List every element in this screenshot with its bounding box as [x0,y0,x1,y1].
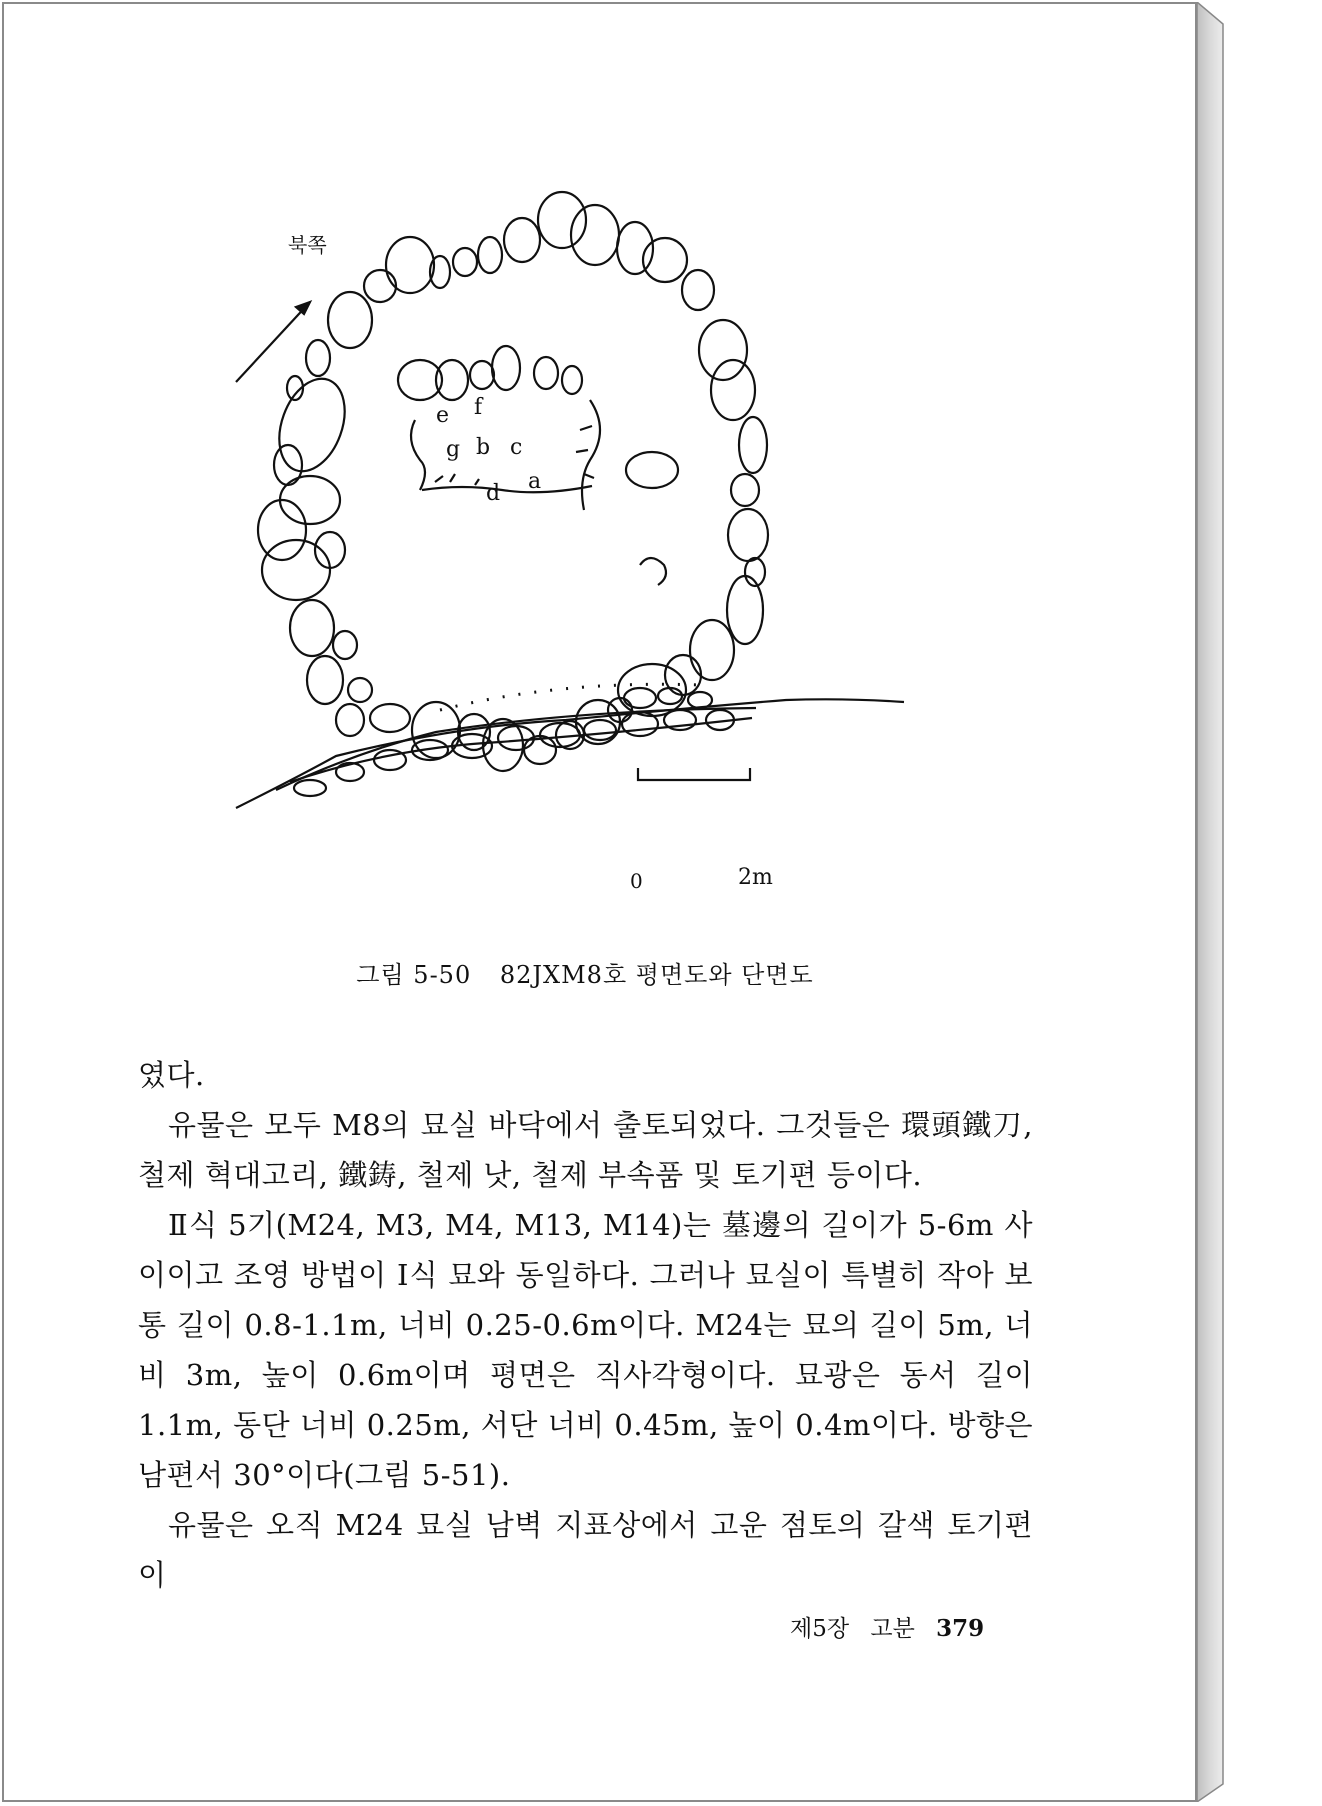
section-dotted-arc [440,684,700,710]
point-label-a: a [528,469,542,494]
page-number: 379 [936,1615,985,1642]
point-label-c: c [510,435,523,460]
page-edge-shadow [1197,2,1233,1802]
page-footer [790,1610,998,1643]
paragraph-4: 유물은 오직 M24 묘실 남벽 지표상에서 고운 점토의 갈색 토기편이 [138,1508,1033,1592]
outer-stone-ring [258,192,768,771]
point-label-d: d [486,481,501,506]
figure-caption [0,955,1170,990]
point-label-f: f [474,395,483,420]
isolated-stone [626,452,678,488]
scale-bar [638,768,750,780]
north-label: 북쪽 [288,233,327,257]
scale-start-label: 0 [630,869,643,893]
footer-chapter: 제5장 [790,1616,850,1642]
caption-text: 82JXM8호 평면도와 단면도 [499,961,814,989]
point-label-e: e [436,403,450,428]
point-label-g: g [446,437,461,462]
north-arrowhead [296,302,310,314]
scale-end-label: 2m [738,865,773,890]
isolated-stone-outline [640,558,666,585]
paragraph-1: 였다. [138,1058,205,1092]
paragraph-2: 유물은 모두 M8의 묘실 바닥에서 출토되었다. 그것들은 環頭鐵刀, 철제 혁대고리, 鐵鋳, 철제 낫, 철제 부속품 및 토기편 등이다. [138,1108,1033,1192]
tomb-plan-figure [200,190,960,950]
point-label-b: b [476,435,491,460]
caption-number: 그림 5-50 [356,961,472,989]
footer-section: 고분 [870,1616,915,1642]
paragraph-3: Ⅱ식 5기(M24, M3, M4, M13, M14)는 墓邊의 길이가 5-6m 사이이고 조영 방법이 Ⅰ식 묘와 동일하다. 그러나 묘실이 특별히 작아 보통 길이 0.8-1.1m, 너비 0.25-0.6m이다. M24는 묘의 길이 5m, 너비 3m, 높이 0.6m이며 평면은 직사각형이다. 묘광은 동서 길이 1.1m, 동단 너비 0.25m, 서단 너비 0.45m, 높이 0.4m이다. 방향은 남편서 30°이다(그림 5-51). [138,1208,1033,1492]
north-arrow [236,302,310,382]
